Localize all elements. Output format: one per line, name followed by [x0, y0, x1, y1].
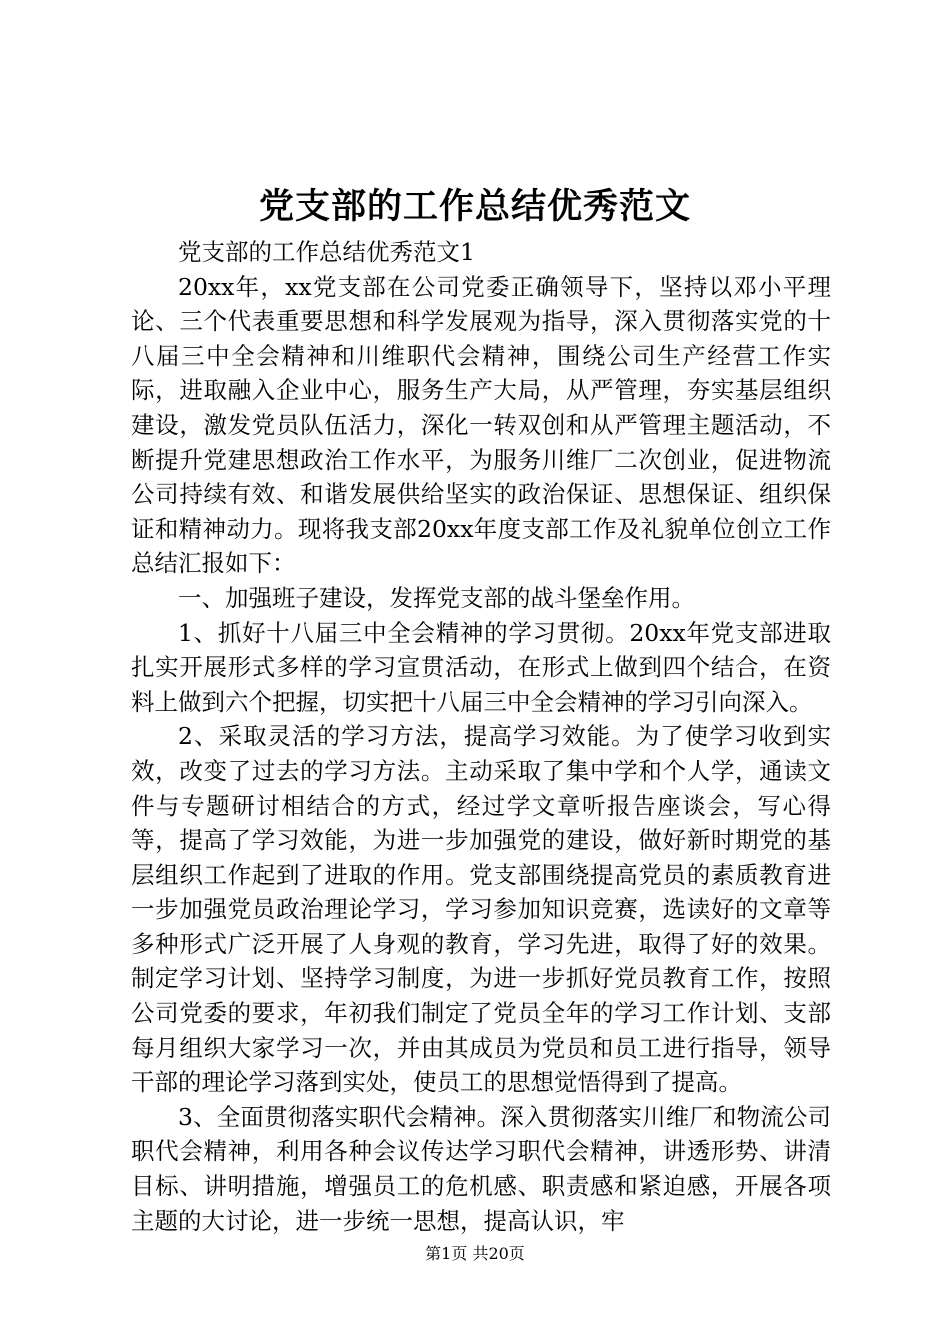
document-body	[131, 235, 831, 1238]
document-title: 党支部的工作总结优秀范文	[258, 186, 691, 227]
section-heading-1: 一、加强班子建设，发挥党支部的战斗堡垒作用。	[178, 583, 695, 612]
paragraph-item-1: 1、抓好十八届三中全会精神的学习贯彻。20xx年党支部进取扎实开展形式多样的学习宣贯活动，在形式上做到四个结合，在资料上做到六个把握，切实把十八届三中全会精神的学习引向深入。	[131, 618, 831, 716]
paragraph-intro: 20xx年，xx党支部在公司党委正确领导下，坚持以邓小平理论、三个代表重要思想和科学发展观为指导，深入贯彻落实党的十八届三中全会精神和川维职代会精神，围绕公司生产经营工作实际，进取融入企业中心，服务生产大局，从严管理，夯实基层组织建设，激发党员队伍活力，深化一转双创和从严管理主题活动，不断提升党建思想政治工作水平，为服务川维厂二次创业，促进物流公司持续有效、和谐发展供给坚实的政治保证、思想保证、组织保证和精神动力。现将我支部20xx年度支部工作及礼貌单位创立工作总结汇报如下：	[131, 272, 831, 578]
paragraph-subtitle: 党支部的工作总结优秀范文1	[178, 238, 475, 266]
page-footer: 第1页 共20页	[425, 1244, 525, 1263]
paragraph-item-2: 2、采取灵活的学习方法，提高学习效能。为了使学习收到实效，改变了过去的学习方法。主动采取了集中学和个人学，通读文件与专题研讨相结合的方式，经过学文章听报告座谈会，写心得等，提高了学习效能，为进一步加强党的建设，做好新时期党的基层组织工作起到了进取的作用。党支部围绕提高党员的素质教育进一步加强党员政治理论学习，学习参加知识竞赛，选读好的文章等多种形式广泛开展了人身观的教育，学习先进，取得了好的效果。制定学习计划、坚持学习制度，为进一步抓好党员教育工作，按照公司党委的要求，年初我们制定了党员全年的学习工作计划、支部每月组织大家学习一次，并由其成员为党员和员工进行指导，领导干部的理论学习落到实处，使员工的思想觉悟得到了提高。	[131, 722, 831, 1097]
paragraph-item-3: 3、全面贯彻落实职代会精神。深入贯彻落实川维厂和物流公司职代会精神，利用各种会议传达学习职代会精神，讲透形势、讲清目标、讲明措施，增强员工的危机感、职责感和紧迫感，开展各项主题的大讨论，进一步统一思想，提高认识，牢	[131, 1102, 831, 1235]
